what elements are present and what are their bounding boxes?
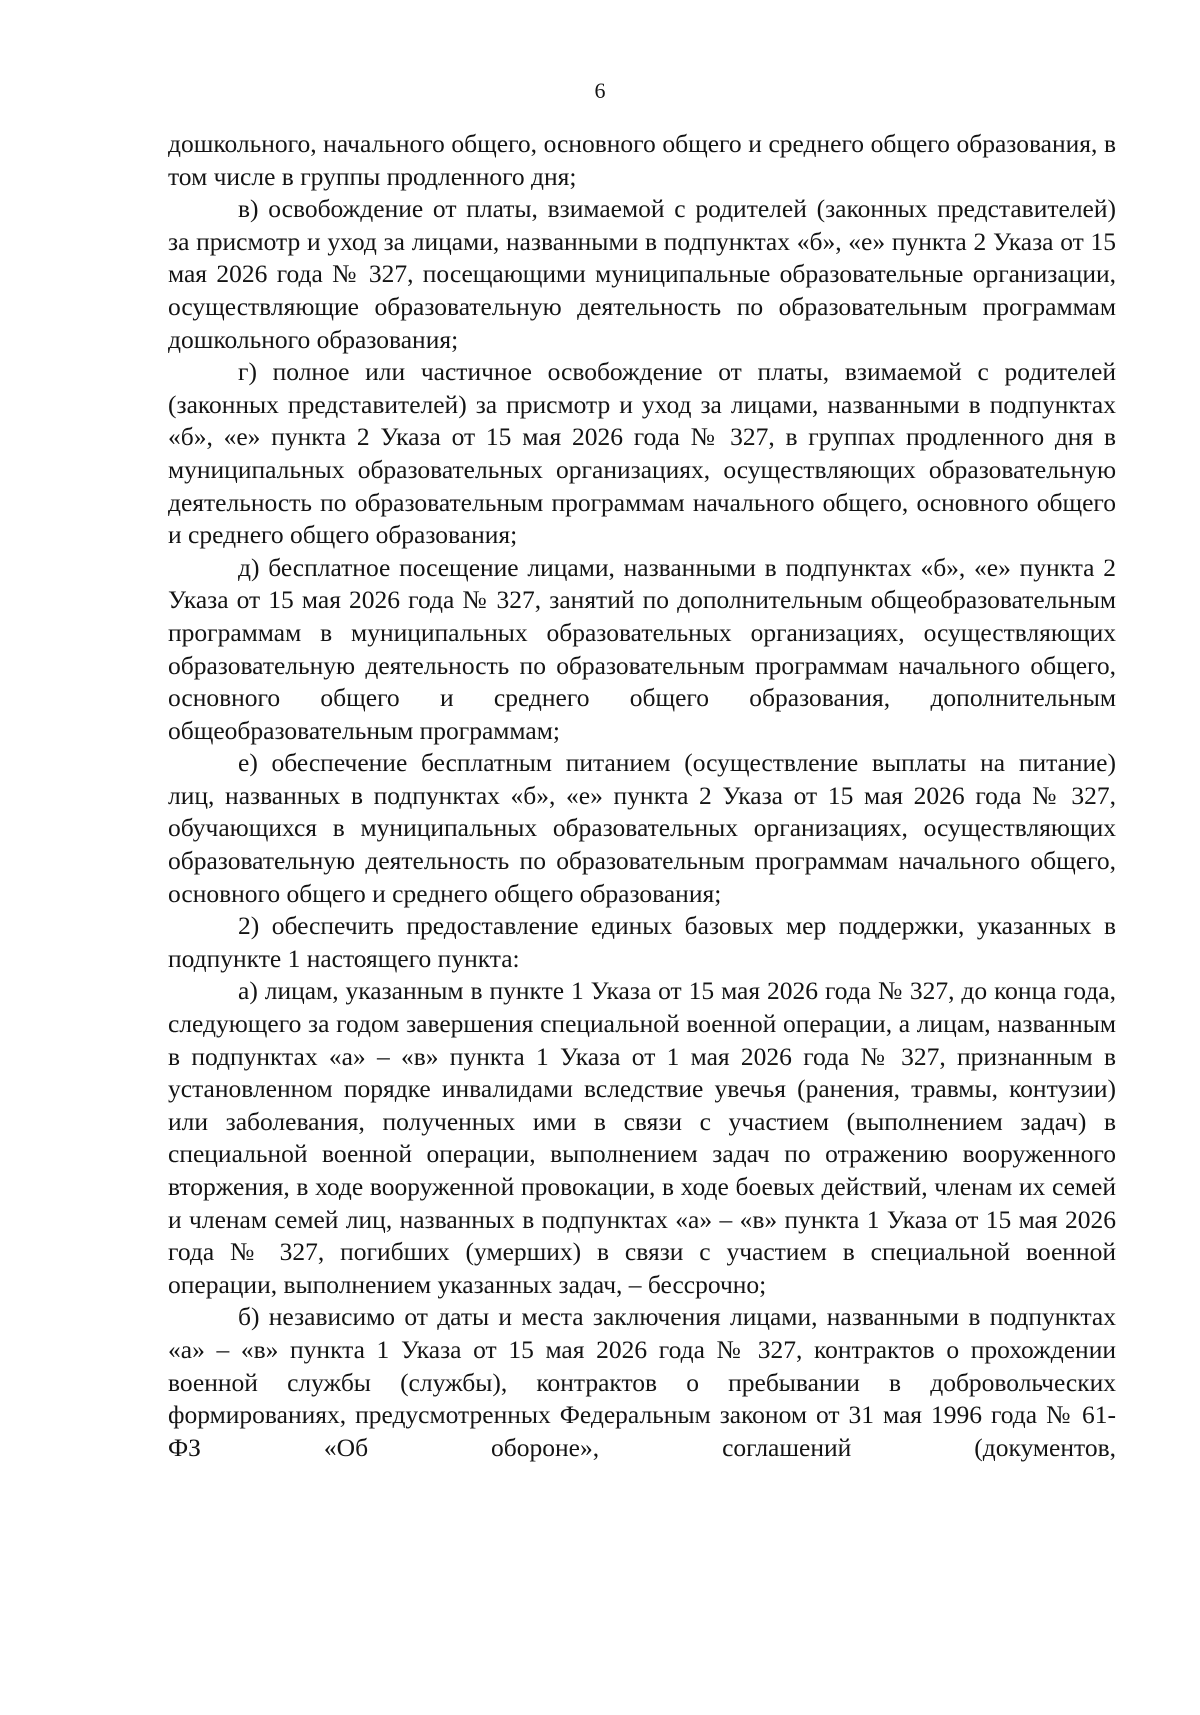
document-body [168,128,1116,1464]
paragraph-2: 2) обеспечить предоставление единых базовых мер поддержки, указанных в подпункте 1 настоящего пункта: [168,911,1116,973]
paragraph-v: в) освобождение от платы, взимаемой с родителей (законных представителей) за присмотр и уход за лицами, названными в подпунктах «б», «е» пункта 2 Указа от 15 мая 2026 года № 327, посещающими муниципальные образовательные организации, осуществляющие образовательную деятельность по образовательным программам дошкольного образования; [168,194,1116,354]
paragraph-0: дошкольного, начального общего, основного общего и среднего общего образования, в том числе в группы продленного дня; [168,129,1116,191]
paragraph-2b: б) независимо от даты и места заключения лицами, названными в подпунктах «а» – «в» пункта 1 Указа от 15 мая 2026 года № 327, контрактов о прохождении военной службы (службы), контрактов о пребывании в добровольческих формированиях, предусмотренных Федеральным законом от 31 мая 1996 года № 61-ФЗ «Об обороне», соглашений (документов, [168,1302,1116,1462]
paragraph-g: г) полное или частичное освобождение от платы, взимаемой с родителей (законных представителей) за присмотр и уход за лицами, названными в подпунктах «б», «е» пункта 2 Указа от 15 мая 2026 года № 327, в группах продленного дня в муниципальных образовательных организациях, осуществляющих образовательную деятельность по образовательным программам начального общего, основного общего и среднего общего образования; [168,357,1116,550]
paragraph-2a: а) лицам, указанным в пункте 1 Указа от 15 мая 2026 года № 327, до конца года, следующего за годом завершения специальной военной операции, а лицам, названным в подпунктах «а» – «в» пункта 1 Указа от 1 мая 2026 года № 327, признанным в установленном порядке инвалидами вследствие увечья (ранения, травмы, контузии) или заболевания, полученных ими в связи с участием (выполнением задач) в специальной военной операции, выполнением задач по отражению вооруженного вторжения, в ходе вооруженной провокации, в ходе боевых действий, членам их семей и членам семей лиц, названных в подпунктах «а» – «в» пункта 1 Указа от 15 мая 2026 года № 327, погибших (умерших) в связи с участием в специальной военной операции, выполнением указанных задач, – бессрочно; [168,976,1116,1299]
paragraph-e: е) обеспечение бесплатным питанием (осуществление выплаты на питание) лиц, названных в подпунктах «б», «е» пункта 2 Указа от 15 мая 2026 года № 327, обучающихся в муниципальных образовательных организациях, осуществляющих образовательную деятельность по образовательным программам начального общего, основного общего и среднего общего образования; [168,748,1116,908]
page-number: 6 [594,78,606,103]
paragraph-d: д) бесплатное посещение лицами, названными в подпунктах «б», «е» пункта 2 Указа от 15 мая 2026 года № 327, занятий по дополнительным общеобразовательным программам в муниципальных образовательных организациях, осуществляющих образовательную деятельность по образовательным программам начального общего, основного общего и среднего общего образования, дополнительным общеобразовательным программам; [168,552,1116,745]
